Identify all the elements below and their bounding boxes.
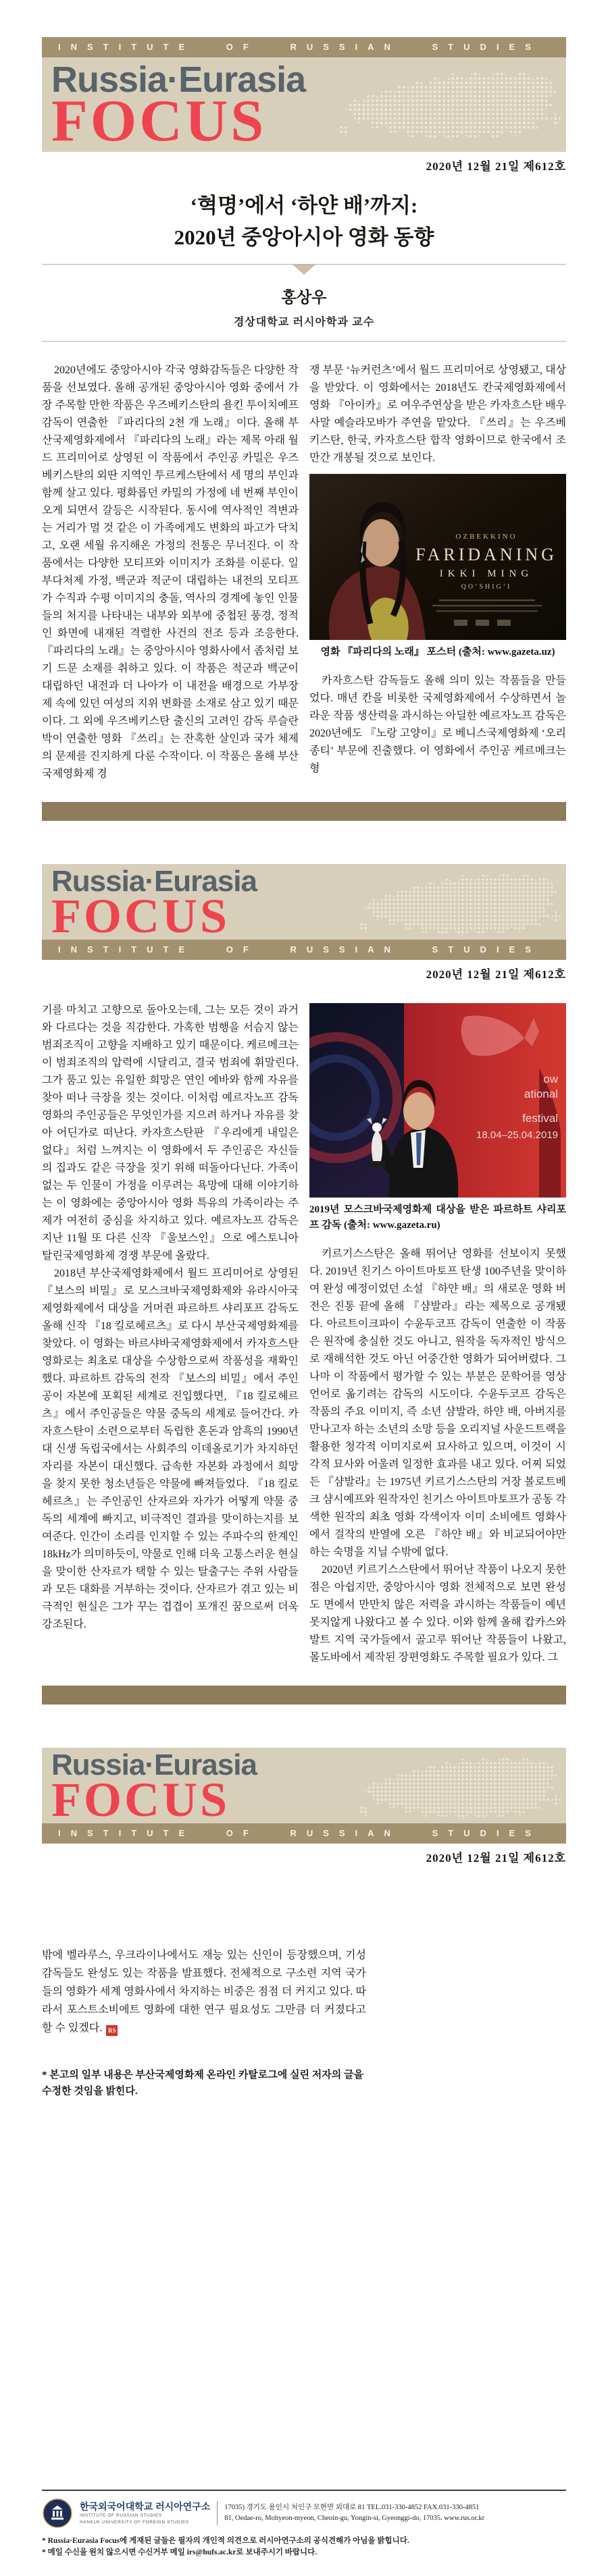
title-divider [42, 264, 566, 265]
issue-dateline: 2020년 12월 21일 제612호 [426, 968, 566, 982]
rs-endmark-icon: RS [106, 2025, 118, 2036]
page2-right-column [309, 1002, 566, 1667]
masthead-banner [42, 864, 566, 940]
institute-name-en2: HANKUK UNIVERSITY OF FOREIGN STUDIES [80, 2520, 189, 2525]
body-paragraph: 기를 마치고 고향으로 돌아오는데, 그는 모든 것이 과거와 다르다는 것을 직감한다. 가혹한 범행을 서슴지 않는 범죄조직이 고향을 지배하고 있기 때문이다. 케르메크는 이 범죄조직의 압력에 시달리고, 결국 범죄에 휘말린다. 그가 품고 있는 유일한 희망은 연인 에바와 함께 자유를 찾아 떠나 극장을 짓는 것이다. 이처럼 예르자노프 감독 영화의 주인공들은 무엇인가를 지으려 하거나 자유를 찾아 어딘가로 떠난다. 카자흐스탄판 『우리에게 내일은 없다』처럼 느껴지는 이 영화에서 두 주인공은 자신들의 집과도 같은 극장을 짓기 위해 떠돌아다닌다. 가족이 없는 두 인물이 가정을 이루려는 욕망에 대해 이야기하는 이 영화에는 중앙아시아 영화 특유의 가족이라는 주제가 여전히 중심을 차지하고 있다. 예르자노프 감독은 지난 11월 또 다른 신작 『울보스인』으로 에스토니아 탈린국제영화제 경쟁 부문에 올랐다. [42, 1004, 299, 1262]
article-title-line2: 2020년 중앙아시아 영화 동향 [174, 225, 434, 250]
photo-caption: 2019년 모스크바국제영화제 대상을 받은 파르하트 샤리포프 감독 (출처: www.gazeta.ru) [309, 1204, 566, 1231]
page-2 [42, 864, 566, 1748]
divider-triangle-icon [293, 265, 315, 275]
institute-strip-label: INSTITUTE OF RUSSIAN STUDIES [58, 944, 541, 955]
director-award-photo [309, 1003, 566, 1198]
page1-left-column [42, 362, 299, 783]
institute-strip [42, 1823, 566, 1844]
footer-disclaimer-1: * Russia·Eurasia Focus에 게재된 글들은 필자의 개인적 의견으로 러시아연구소의 공식견해가 아님을 밝힙니다. [42, 2537, 409, 2545]
body-paragraph: 키르기스스탄은 올해 뛰어난 영화를 선보이지 못했다. 2019년 친기스 아이트마토프 탄생 100주년을 맞이하여 완성 예정이었던 소설 『하얀 배』의 새로운 영화 버전은 진통 끝에 올해 『샴발라』라는 제목으로 공개됐다. 아르트이크파이 수윤두코프 감독이 연출한 이 작품은 원작에 충실한 것도 아니고, 원작을 독자적인 방식으로 재해석한 것도 아닌 어중간한 영화가 되어버렸다. 그나마 이 작품에서 평가할 수 있는 부분은 문학어를 영상 언어로 옮기려는 감독의 시도이다. 수윤두코프 감독은 작품의 주요 이미지, 즉 소년 샴발라, 하얀 배, 아버지를 만나고자 하는 소년의 소망 등을 오리지널 사운드트랙을 활용한 청각적 이미지로써 묘사하고 있으며, 이것이 시각적 묘사와 어울려 일정한 효과를 내고 있다. 어찌 되었든 『샴발라』는 1975년 키르기스스탄의 거장 볼로트베크 샴시예프와 원작자인 친기스 아이트마토프가 공동 각색한 원작의 최초 영화 각색이자 이미 소비에트 영화사에서 걸작의 반열에 오른 『하얀 배』와 비교되어야만 하는 숙명을 지닐 수밖에 없다. [309, 1248, 566, 1559]
institute-name-kr: 한국외국어대학교 러시아연구소 [80, 2501, 211, 2512]
author-name: 홍상우 [281, 288, 327, 306]
body-paragraph: 카자흐스탄 감독들도 올해 의미 있는 작품들을 만들었다. 매년 칸을 비롯한 국제영화제에서 수상하면서 놀라운 작품 생산력을 과시하는 아딜한 예르자노프 감독은 2020년에도 『노랑 고양이』로 베니스국제영화제 ‘오리종티’ 부문에 진출했다. 이 영화에서 주인공 케르메크는 형 [309, 675, 566, 775]
brand-line2: FOCUS [51, 889, 230, 940]
page1-body [42, 362, 566, 783]
poster-title-line1: FARIDANING [415, 545, 557, 565]
institute-strip-label: INSTITUTE OF RUSSIAN STUDIES [58, 42, 541, 52]
poster-studio-label: OZBEKKINO [455, 533, 517, 541]
page1-right-column [309, 362, 566, 783]
article-title-line1: ‘혁명’에서 ‘하얀 배’까지: [190, 194, 418, 217]
footer-divider [217, 2501, 218, 2525]
russia-map-icon [359, 865, 562, 940]
issue-dateline: 2020년 12월 21일 제612호 [426, 160, 566, 173]
faridaning-poster-image [309, 474, 566, 640]
institute-emblem-icon [42, 2498, 73, 2529]
poster-title-line2: IKKI MING [439, 568, 534, 580]
backdrop-text-line1: ow [543, 1073, 558, 1086]
institute-footer [42, 2490, 566, 2558]
institute-address-kr: 17035) 경기도 용인시 처인구 모현면 외대로 81 TEL.031-330-4852 FAX.031-330-4851 [224, 2504, 480, 2511]
body-paragraph: 밖에 벨라루스, 우크라이나에서도 재능 있는 신인이 등장했으며, 기성 감독들도 완성도 있는 작품을 발표했다. 전체적으로 구소련 지역 국가들의 영화가 세계 영화사에서 차지하는 비중은 점점 더 커지고 있다. 따라서 포스트소비에트 영화에 대한 연구 필요성도 그만큼 더 커졌다고 할 수 있겠다. [42, 1950, 366, 2035]
brand-line2: FOCUS [51, 88, 267, 152]
page2-body [42, 1002, 566, 1667]
page-gap [42, 821, 566, 864]
brand-line1: Russia·Eurasia [51, 59, 306, 100]
brand-logo [51, 59, 306, 152]
page-1 [42, 0, 566, 2099]
author-affiliation: 경상대학교 러시아학과 교수 [233, 317, 375, 329]
page-separator [42, 802, 566, 821]
poster-caption: 영화 『파리다의 노래』 포스터 (출처: www.gazeta.uz) [320, 647, 555, 658]
poster-title-line3: QO‘SHIG‘I [461, 583, 512, 591]
brand-line1: Russia·Eurasia [51, 865, 257, 898]
institute-name-block [80, 2501, 210, 2525]
backdrop-text-line4: 18.04–25.04.2019 [476, 1129, 558, 1142]
issue-dateline: 2020년 12월 21일 제612호 [426, 1852, 566, 1865]
page-3 [42, 1748, 566, 2099]
brand-logo [51, 865, 257, 940]
russia-map-icon [339, 63, 562, 152]
article-title [42, 190, 566, 253]
masthead-banner [42, 1748, 566, 1823]
institute-address-en: 81, Oedae-ro, Mohyeon-myeon, Cheoin-gu, Yongin-si, Gyeonggi-do, 17035. www.rus.or.kr [224, 2515, 485, 2522]
russia-map-icon [359, 1749, 562, 1823]
institute-strip [42, 37, 566, 57]
institute-address-block [224, 2502, 484, 2524]
page-separator [42, 1686, 566, 1705]
institute-strip-label: INSTITUTE OF RUSSIAN STUDIES [58, 1828, 541, 1839]
body-paragraph: 2020년에도 중앙아시아 각국 영화감독들은 다양한 작품을 선보였다. 올해 공개된 중앙아시아 영화 중에서 가장 주목할 만한 작품은 우즈베키스탄의 욜킨 투이치예프 감독이 연출한 『파리다의 2천 개 노래』이다. 올해 부산국제영화제에서 『파리다의 노래』라는 제목 아래 월드 프리미어로 상영된 이 작품에서 주인공 카밀은 우즈베키스탄의 외딴 지역인 투르케스탄에서 세 명의 부인과 함께 살고 있다. 평화롭던 카밀의 가정에 네 번째 부인이 오게 되면서 갈등은 시작된다. 동시에 역사적인 격변과는 거리가 멀 것 같은 이 가족에게도 변화의 파고가 닥치고, 오랜 세월 유지해온 가정의 전통은 무너진다. 이 작품에서는 다양한 모티프와 이미지가 조화를 이룬다. 일부다처제 가정, 백군과 적군이 대립하는 내전의 모티프가 수직과 수평 이미지의 충돌, 역사의 경계에 놓인 인물들의 처지를 나타내는 내부와 외부에 중첩된 풍경, 정적인 화면에 내재된 격렬한 사건의 전조 등과 조응한다. 『파리다의 노래』는 중앙아시아 영화사에서 좀처럼 보기 드문 소재를 취하고 있다. 이 작품은 적군과 백군이 대립하던 내전과 더 나아가 이 내전을 배경으로 가부장제 속에 있던 여성의 지위 변화를 소재로 삼고 있기 때문이다. 그 외에 우즈베키스탄 출신의 고려인 감독 루슬란 박이 연출한 영화 『쓰리』는 잔혹한 살인과 국가 체제의 문제를 진지하게 다룬 수작이다. 이 작품은 올해 부산국제영화제 경 [42, 365, 299, 780]
masthead-banner [42, 57, 566, 152]
page2-left-column [42, 1002, 299, 1667]
body-paragraph: 쟁 부문 ‘뉴커런츠’에서 월드 프리미어로 상영됐고, 대상을 받았다. 이 영화에서는 2018년도 칸국제영화제에서 영화 『아이카』로 여우주연상을 받은 카자흐스탄 배우 사말 예슬라모바가 주연을 맡았다. 『쓰리』는 우즈베키스탄, 한국, 카자흐스탄 합작 영화이므로 한국에서 조만간 개봉될 것으로 보인다. [309, 365, 566, 464]
brand-line2: FOCUS [51, 1773, 230, 1824]
author-divider [42, 341, 566, 342]
body-paragraph: 2020년 키르기스스탄에서 뛰어난 작품이 나오지 못한 점은 아쉽지만, 중앙아시아 영화 전체적으로 보면 완성도 면에서 만만치 않은 저력을 과시하는 작품들이 예년 못지않게 나왔다고 볼 수 있다. 이와 함께 올해 캅카스와 발트 지역 국가들에서 골고루 뛰어난 작품들이 나왔고, 몰도바에서 제작된 장편영화도 주목할 필요가 있다. 그 [309, 1564, 566, 1664]
author-footnote: * 본고의 일부 내용은 부산국제영화제 온라인 카탈로그에 실린 저자의 글을 수정한 것임을 밝힌다. [42, 2070, 363, 2097]
brand-logo [51, 1748, 257, 1824]
brand-line1: Russia·Eurasia [51, 1748, 257, 1782]
footer-disclaimers [42, 2535, 566, 2558]
director-photo-figure [309, 1003, 566, 1233]
movie-poster-figure [309, 474, 566, 660]
footer-disclaimer-2: * 메일 수신을 원치 않으시면 수신거부 메일 irs@hufs.ac.kr로 보내주시기 바랍니다. [42, 2548, 318, 2556]
institute-name-en1: INSTITUTE OF RUSSIAN STUDIES [80, 2513, 162, 2518]
page-gap [42, 1705, 566, 1748]
institute-strip [42, 940, 566, 960]
closing-paragraph-block [42, 1946, 366, 2037]
body-paragraph: 2018년 부산국제영화제에서 월드 프리미어로 상영된 『보스의 비밀』로 모스크바국제영화제와 유라시아국제영화제에서 대상을 거머쥔 파르하트 샤리포프 감독도 올해 신작 『18 킬로헤르츠』로 다시 부산국제영화제를 찾았다. 이 영화는 바르샤바국제영화제에서 카자흐스탄 영화로는 최초로 대상을 수상함으로써 작품성을 재확인했다. 파르하트 감독의 전작 『보스의 비밀』에서 주인공이 자본에 포획된 세계로 진입했다면, 『18 킬로헤르츠』에서 주인공들은 약물 중독의 세계로 들어간다. 카자흐스탄이 소련으로부터 독립한 혼돈과 암흑의 1990년대 신생 독립국에서는 사회주의 이데올로기가 차지하던 자리를 자본이 대신했다. 급속한 자본화 과정에서 희망을 찾지 못한 청소년들은 약물에 빠져들었다. 『18 킬로헤르츠』는 주인공인 산자르와 자가가 어떻게 약물 중독의 세계에 빠지고, 비극적인 결과를 맞이하는지를 보여준다. 인간이 소리를 인지할 수 있는 주파수의 한계인 18kHz가 의미하듯이, 약물로 인해 더욱 고통스러운 현실을 맞이한 산자르가 택할 수 있는 탈출구는 주위 사람들과 모든 대화를 거부하는 것이다. 산자르가 겪고 있는 비극적인 현실은 그가 꾸는 겹겹이 포개진 꿈으로써 더욱 강조된다. [42, 1268, 299, 1631]
backdrop-text-line2: ational [524, 1088, 558, 1101]
poster-logos-row [454, 620, 511, 626]
backdrop-text-line3: festival [522, 1112, 558, 1125]
